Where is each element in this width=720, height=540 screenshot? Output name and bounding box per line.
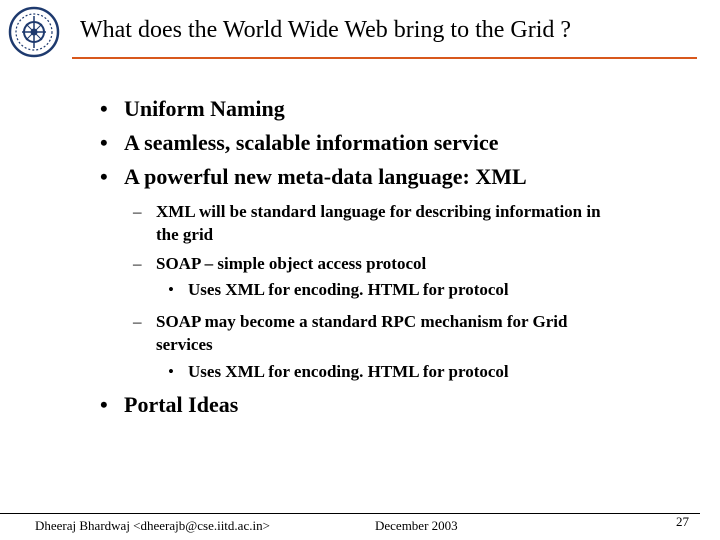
bullet-text: A seamless, scalable information service <box>124 130 499 155</box>
bullet-item <box>100 392 238 418</box>
dash-icon: – <box>133 202 142 221</box>
bullet-text: Uniform Naming <box>124 96 285 121</box>
sub-sub-item <box>168 362 509 382</box>
slide-title: What does the World Wide Web bring to the Grid ? <box>80 17 572 43</box>
footer-date: December 2003 <box>375 518 458 533</box>
bullet-item <box>100 130 499 156</box>
bullet-icon: • <box>100 392 108 417</box>
bullet-text: Portal Ideas <box>124 392 239 417</box>
sub-item-text: SOAP – simple object access protocol <box>156 254 427 273</box>
page-number: 27 <box>676 514 689 529</box>
dash-icon: – <box>133 254 142 273</box>
title-divider <box>72 57 697 59</box>
bullet-icon: • <box>100 164 108 189</box>
footer-author: Dheeraj Bhardwaj <dheerajb@cse.iitd.ac.in> <box>35 518 270 533</box>
bullet-item <box>100 96 285 122</box>
sub-sub-item-text: Uses XML for encoding. HTML for protocol <box>188 280 509 299</box>
sub-sub-item-text: Uses XML for encoding. HTML for protocol <box>188 362 509 381</box>
bullet-text: A powerful new meta-data language: XML <box>124 164 527 189</box>
institute-emblem-icon <box>8 6 60 58</box>
bullet-item <box>100 164 527 190</box>
bullet-icon: • <box>168 362 174 381</box>
sub-item-text: SOAP may become a standard RPC mechanism for Grid services <box>156 312 568 354</box>
sub-item-text: XML will be standard language for describing information in the grid <box>156 202 601 244</box>
bullet-icon: • <box>100 130 108 155</box>
bullet-icon: • <box>168 280 174 299</box>
bullet-icon: • <box>100 96 108 121</box>
sub-sub-item <box>168 280 509 300</box>
dash-icon: – <box>133 312 142 331</box>
footer-divider <box>0 513 700 514</box>
